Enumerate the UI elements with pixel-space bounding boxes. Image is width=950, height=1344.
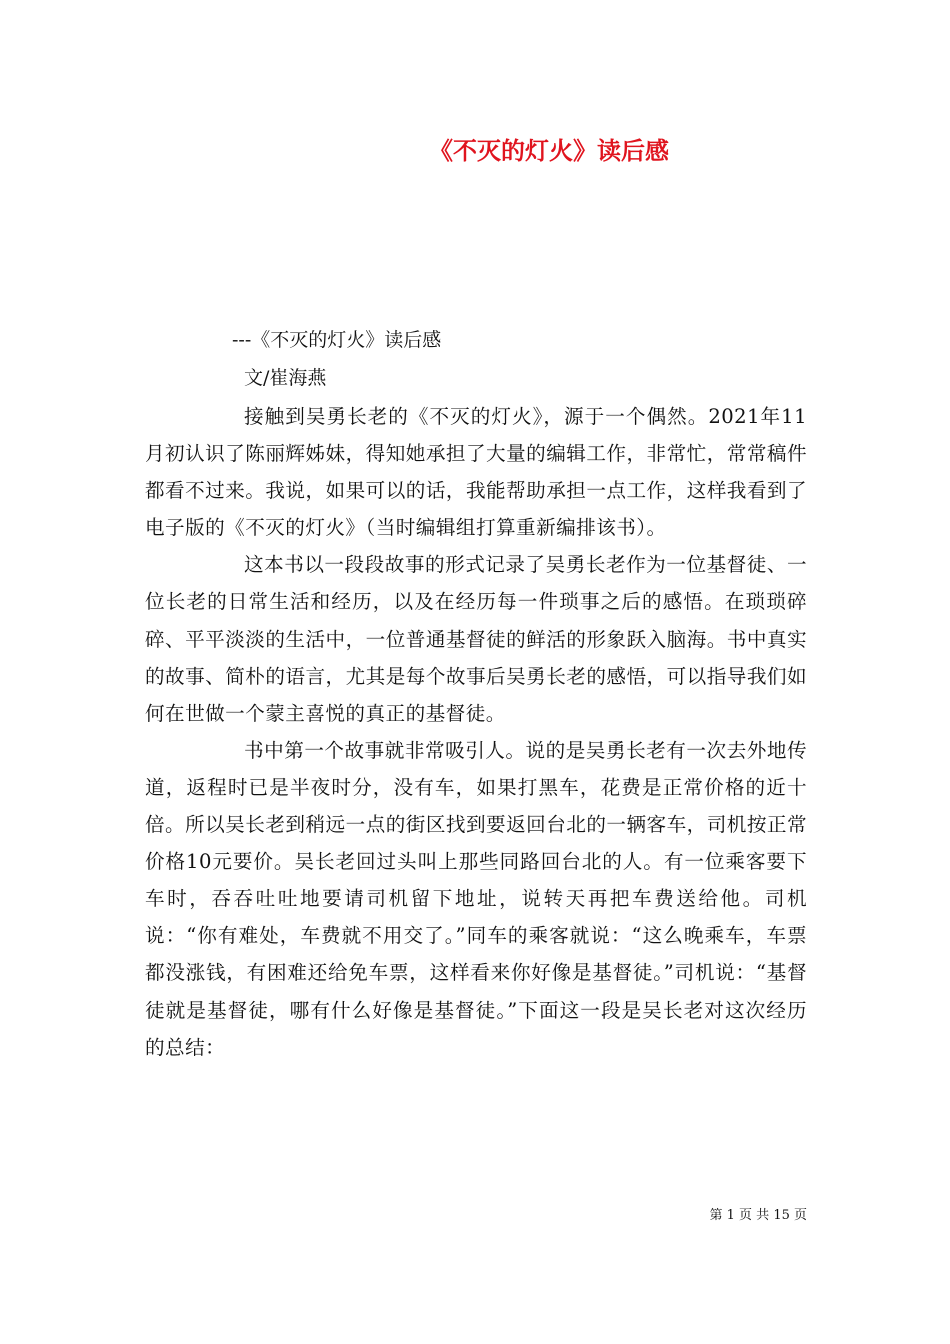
paragraph: 接触到吴勇长老的《不灭的灯火》，源于一个偶然。2021年11月初认识了陈丽辉姊妹，得知她承担了大量的编辑工作，非常忙，常常稿件都看不过来。我说，如果可以的话，我能帮助承担一点工作，这样我看到了电子版的《不灭的灯火》（当时编辑组打算重新编排该书）。 (145, 405, 807, 540)
paragraph: 这本书以一段段故事的形式记录了吴勇长老作为一位基督徒、一位长老的日常生活和经历，以及在经历每一件琐事之后的感悟。在琐琐碎碎、平平淡淡的生活中，一位普通基督徒的鲜活的形象跃入脑海。书中真实的故事、简朴的语言，尤其是每个故事后吴勇长老的感悟，可以指导我们如何在世做一个蒙主喜悦的真正的基督徒。 (145, 553, 807, 725)
document-subtitle: ---《不灭的灯火》读后感 (232, 329, 442, 351)
author-line: 文/崔海燕 (244, 367, 327, 389)
document-body (145, 398, 807, 1066)
paragraph: 书中第一个故事就非常吸引人。说的是吴勇长老有一次去外地传道，返程时已是半夜时分，没有车，如果打黑车，花费是正常价格的近十倍。所以吴长老到稍远一点的街区找到要返回台北的一辆客车，司机按正常价格10元要价。吴长老回过头叫上那些同路回台北的人。有一位乘客要下车时，吞吞吐吐地要请司机留下地址，说转天再把车费送给他。司机说：“你有难处，车费就不用交了。”同车的乘客就说：“这么晚乘车，车票都没涨钱，有困难还给免车票，这样看来你好像是基督徒。”司机说：“基督徒就是基督徒，哪有什么好像是基督徒。”下面这一段是吴长老对这次经历的总结： (145, 738, 807, 1059)
page-footer (710, 1204, 807, 1223)
document-title: 《不灭的灯火》读后感 (429, 136, 669, 165)
page-number: 第 1 页 共 15 页 (709, 1208, 807, 1223)
